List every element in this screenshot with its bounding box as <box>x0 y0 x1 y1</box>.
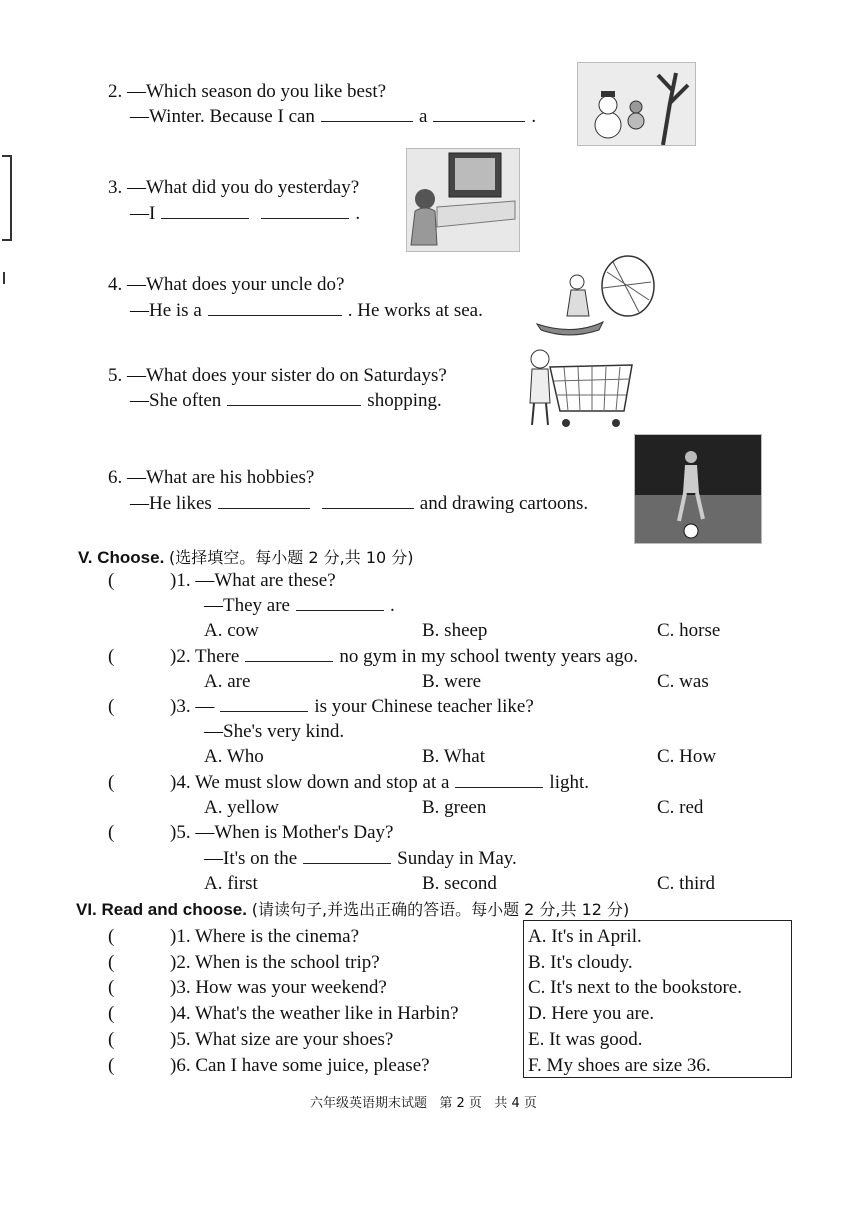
q6-question: 6. —What are his hobbies? <box>108 467 315 488</box>
v4-option-c: C. red <box>657 797 704 818</box>
v5-option-b: B. second <box>422 873 497 894</box>
v2-option-b: B. were <box>422 671 482 692</box>
answer-bracket[interactable]: ( <box>108 646 115 667</box>
q3-answer: —I . <box>130 203 361 224</box>
vi-q5: ( )5. What size are your shoes? <box>108 1029 394 1050</box>
v5-line2: —It's on the Sunday in May. <box>204 848 517 869</box>
blank[interactable] <box>261 204 349 219</box>
v3-option-b: B. What <box>422 746 485 767</box>
vi-answer-a: A. It's in April. <box>528 926 642 947</box>
blank[interactable] <box>296 596 384 611</box>
page-footer: 六年级英语期末试题 第 2 页 共 4 页 <box>310 1096 537 1111</box>
blank[interactable] <box>220 697 308 712</box>
v1-question: ( )1. —What are these? <box>108 570 336 591</box>
vi-answer-e: E. It was good. <box>528 1029 643 1050</box>
vi-q1: ( )1. Where is the cinema? <box>108 926 360 947</box>
answer-bracket[interactable]: ( <box>108 926 115 947</box>
q2-answer: —Winter. Because I can a . <box>130 106 537 127</box>
v1-option-a: A. cow <box>204 620 259 641</box>
blank[interactable] <box>208 301 342 316</box>
fisherman-picture <box>533 252 657 336</box>
answer-bracket[interactable]: ( <box>108 822 115 843</box>
v5-option-a: A. first <box>204 873 258 894</box>
margin-bracket <box>2 155 12 241</box>
blank[interactable] <box>218 494 310 509</box>
q2-question: 2. —Which season do you like best? <box>108 81 387 102</box>
answer-bracket[interactable]: ( <box>108 696 115 717</box>
answer-bracket[interactable]: ( <box>108 1029 115 1050</box>
shopping-cart-picture <box>520 345 636 431</box>
q4-answer: —He is a . He works at sea. <box>130 300 483 321</box>
vi-q3: ( )3. How was your weekend? <box>108 977 387 998</box>
answer-bracket[interactable]: ( <box>108 952 115 973</box>
vi-q4: ( )4. What's the weather like in Harbin? <box>108 1003 459 1024</box>
v5-option-c: C. third <box>657 873 716 894</box>
blank[interactable] <box>322 494 414 509</box>
v2-option-c: C. was <box>657 671 709 692</box>
answer-bracket[interactable]: ( <box>108 570 115 591</box>
v3-option-c: C. How <box>657 746 717 767</box>
v2-question: ( )2. There no gym in my school twenty years ago. <box>108 646 638 667</box>
blank[interactable] <box>433 107 525 122</box>
v3-option-a: A. Who <box>204 746 264 767</box>
blank[interactable] <box>245 647 333 662</box>
blank[interactable] <box>161 204 249 219</box>
q6-answer: —He likes and drawing cartoons. <box>130 493 589 514</box>
margin-mark <box>3 272 5 284</box>
blank[interactable] <box>321 107 413 122</box>
answer-bracket[interactable]: ( <box>108 1055 115 1076</box>
v1-option-b: B. sheep <box>422 620 488 641</box>
section6-title: VI. Read and choose. (请读句子,并选出正确的答语。每小题 2 分,共 12 分) <box>76 900 630 919</box>
answer-bracket[interactable]: ( <box>108 772 115 793</box>
answer-bracket[interactable]: ( <box>108 977 115 998</box>
v1-option-c: C. horse <box>657 620 721 641</box>
section5-title: V. Choose. (选择填空。每小题 2 分,共 10 分) <box>78 548 414 567</box>
v3-question: ( )3. — is your Chinese teacher like? <box>108 696 534 717</box>
blank[interactable] <box>227 391 361 406</box>
v4-option-b: B. green <box>422 797 487 818</box>
vi-q2: ( )2. When is the school trip? <box>108 952 380 973</box>
vi-answer-b: B. It's cloudy. <box>528 952 633 973</box>
blank[interactable] <box>455 773 543 788</box>
football-photo <box>634 434 762 544</box>
q5-question: 5. —What does your sister do on Saturdays? <box>108 365 447 386</box>
v2-option-a: A. are <box>204 671 251 692</box>
v1-line2: —They are . <box>204 595 395 616</box>
vi-answer-f: F. My shoes are size 36. <box>528 1055 711 1076</box>
vi-answer-d: D. Here you are. <box>528 1003 655 1024</box>
blank[interactable] <box>303 849 391 864</box>
tv-picture <box>406 148 520 252</box>
snowman-picture <box>577 62 696 146</box>
v5-question: ( )5. —When is Mother's Day? <box>108 822 394 843</box>
v4-option-a: A. yellow <box>204 797 279 818</box>
v3-line2: —She's very kind. <box>204 721 345 742</box>
q5-answer: —She often shopping. <box>130 390 442 411</box>
q3-question: 3. —What did you do yesterday? <box>108 177 360 198</box>
v4-question: ( )4. We must slow down and stop at a light. <box>108 772 590 793</box>
vi-q6: ( )6. Can I have some juice, please? <box>108 1055 430 1076</box>
q4-question: 4. —What does your uncle do? <box>108 274 345 295</box>
vi-answer-c: C. It's next to the bookstore. <box>528 977 742 998</box>
answer-bracket[interactable]: ( <box>108 1003 115 1024</box>
